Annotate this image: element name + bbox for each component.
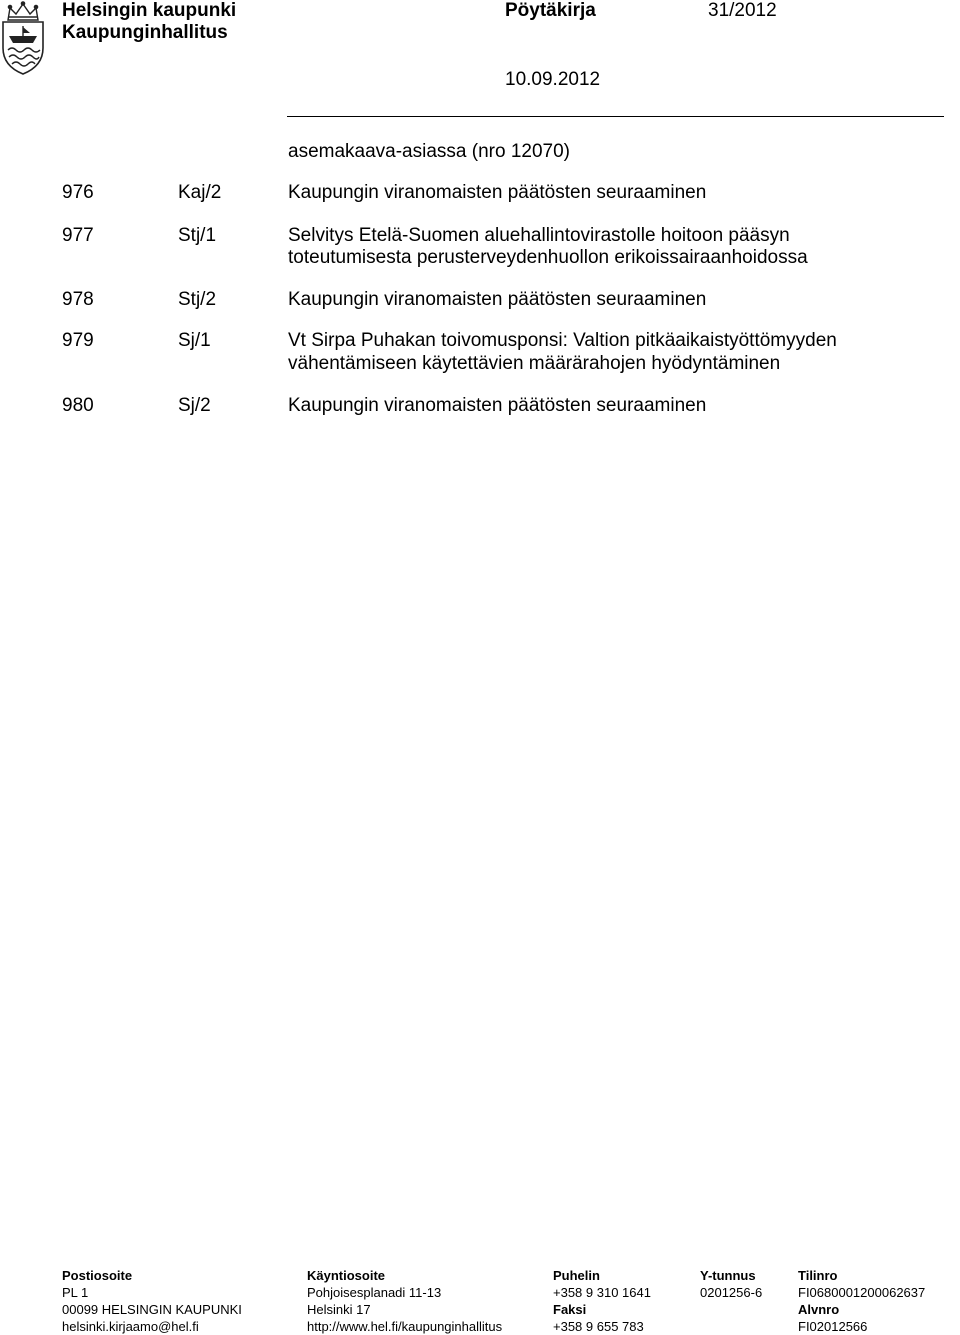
footer-visiting-address [307, 1267, 502, 1335]
item-code: Sj/1 [178, 330, 211, 351]
footer-subheading: Faksi [553, 1302, 587, 1317]
item-title-line-2: vähentämiseen käytettävien määrärahojen hyödyntäminen [288, 353, 781, 374]
footer-line: Helsinki 17 [307, 1302, 371, 1317]
item-title-line-2: toteutumisesta perusterveydenhuollon erikoissairaanhoidossa [288, 247, 808, 268]
item-number: 979 [62, 330, 94, 351]
document-number: 31/2012 [708, 0, 777, 21]
footer-line: FI0680001200062637 [798, 1285, 926, 1300]
unit-name: Kaupunginhallitus [62, 22, 228, 43]
helsinki-coat-of-arms-logo [0, 0, 46, 76]
item-code: Sj/2 [178, 395, 211, 416]
item-code: Stj/1 [178, 225, 217, 246]
footer-heading: Käyntiosoite [307, 1268, 386, 1283]
footer-account [798, 1267, 925, 1335]
footer-heading: Puhelin [553, 1268, 600, 1283]
footer-line: PL 1 [62, 1285, 89, 1300]
item-title: Kaupungin viranomaisten päätösten seuraaminen [288, 289, 707, 310]
footer-phone [553, 1267, 651, 1335]
footer-subheading: Alvnro [798, 1302, 840, 1317]
item-title: Kaupungin viranomaisten päätösten seuraaminen [288, 182, 707, 203]
footer-heading: Tilinro [798, 1268, 838, 1283]
item-number: 980 [62, 395, 94, 416]
item-title: Selvitys Etelä-Suomen aluehallintovirastolle hoitoon pääsyn [288, 225, 790, 246]
footer-line: Pohjoisesplanadi 11-13 [307, 1285, 442, 1300]
item-title: Vt Sirpa Puhakan toivomusponsi: Valtion pitkäaikaistyöttömyyden [288, 330, 837, 351]
item-title: asemakaava-asiassa (nro 12070) [288, 141, 570, 162]
header-divider [287, 116, 944, 117]
footer-line: 00099 HELSINGIN KAUPUNKI [62, 1302, 242, 1317]
item-code: Stj/2 [178, 289, 217, 310]
item-number: 976 [62, 182, 94, 203]
item-title: Kaupungin viranomaisten päätösten seuraaminen [288, 395, 707, 416]
item-number: 977 [62, 225, 94, 246]
footer-line: 0201256-6 [700, 1285, 763, 1300]
footer-heading: Postiosoite [62, 1268, 133, 1283]
footer-heading: Y-tunnus [700, 1268, 756, 1283]
footer-line: +358 9 310 1641 [553, 1285, 651, 1300]
footer-postal-address [62, 1267, 242, 1335]
item-code: Kaj/2 [178, 182, 222, 203]
footer-business-id [700, 1267, 762, 1301]
document-date: 10.09.2012 [505, 69, 601, 90]
organization-name: Helsingin kaupunki [62, 0, 237, 21]
footer-line: +358 9 655 783 [553, 1319, 644, 1334]
page-footer [0, 1267, 960, 1334]
item-number: 978 [62, 289, 94, 310]
footer-email-link[interactable]: helsinki.kirjaamo@hel.fi [62, 1319, 199, 1334]
footer-website-link[interactable]: http://www.hel.fi/kaupunginhallitus [307, 1319, 503, 1334]
footer-line: FI02012566 [798, 1319, 868, 1334]
document-type: Pöytäkirja [505, 0, 596, 21]
